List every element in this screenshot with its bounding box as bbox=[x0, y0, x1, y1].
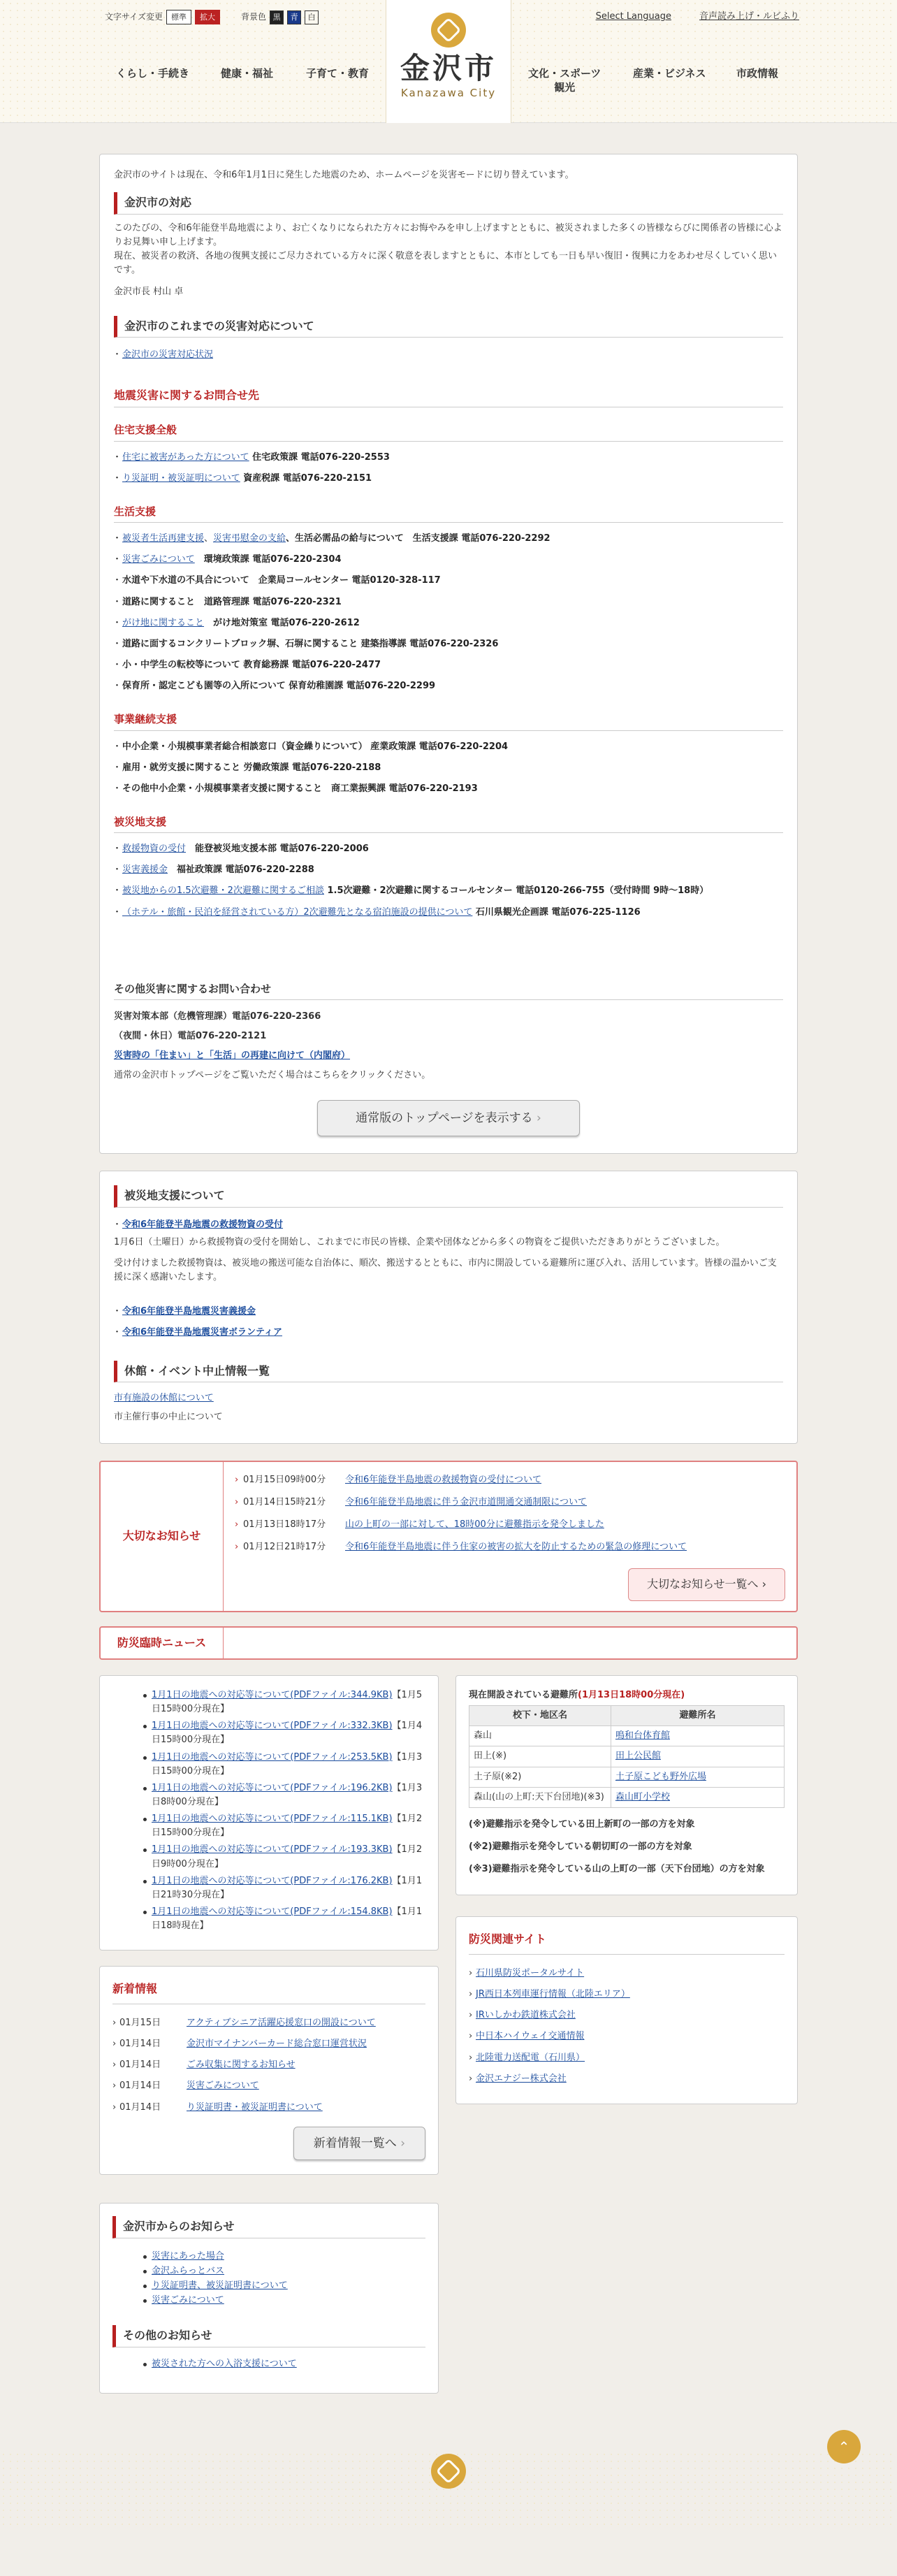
list-item: › 01月15日09時00分 令和6年能登半島地震の救援物資の受付について bbox=[235, 1469, 785, 1491]
contact-link[interactable]: （ホテル・旅館・民泊を経営されている方）2次避難先となる宿泊施設の提供について bbox=[122, 906, 473, 918]
contact-link[interactable]: 被災地からの1.5次避難・2次避難に関するご相談 bbox=[122, 885, 324, 897]
news-link[interactable]: ごみ収集に関するお知らせ bbox=[187, 2060, 296, 2071]
list-item bbox=[114, 345, 783, 366]
nav-childcare[interactable]: 子育て・教育 bbox=[306, 67, 370, 80]
city-notice-link[interactable]: 金沢ふらっとバス bbox=[152, 2266, 225, 2277]
select-language-link[interactable]: Select Language bbox=[595, 11, 671, 22]
list-item: ・ がけ地に関すること がけ地対策室 電話076-220-2612 bbox=[114, 613, 783, 634]
font-size-label: 文字サイズ変更 bbox=[105, 12, 163, 22]
list-item: 1月1日の地震への対応等について(PDFファイル:176.2KB)【1月1日21時30分現在】 bbox=[112, 1874, 425, 1905]
list-item bbox=[114, 1301, 783, 1322]
related-title: 防災関連サイト bbox=[469, 1930, 785, 1955]
nav-citygov[interactable]: 市政情報 bbox=[736, 67, 779, 80]
bg-black-button[interactable]: 黒 bbox=[270, 10, 284, 24]
city-seal-icon bbox=[431, 2454, 466, 2489]
pdf-link[interactable]: 1月1日の地震への対応等について(PDFファイル:196.2KB) bbox=[152, 1782, 393, 1793]
city-notice-link[interactable]: 災害にあった場合 bbox=[152, 2250, 224, 2262]
list-item bbox=[112, 2357, 425, 2372]
important-link[interactable]: 令和6年能登半島地震に伴う金沢市道開通交通制限について bbox=[345, 1496, 588, 1507]
logo-text-jp: 金沢市 bbox=[400, 51, 497, 85]
list-item: 1月1日の地震への対応等について(PDFファイル:332.3KB)【1月4日15時00分現在】 bbox=[112, 1719, 425, 1750]
pdf-link[interactable]: 1月1日の地震への対応等について(PDFファイル:253.5KB) bbox=[152, 1751, 393, 1763]
list-item bbox=[469, 1963, 785, 1984]
city-notice-panel bbox=[99, 2203, 439, 2394]
support-p2: 受け付けました救援物資は、被災地の搬送可能な自治体に、順次、搬送するとともに、市内に開設している避難所に運び入れ、活用しています。皆様の温かいご支援に深く感謝いたします。 bbox=[114, 1258, 777, 1283]
list-item: ・ 災害ごみについて 環境政策課 電話076-220-2304 bbox=[114, 549, 783, 570]
speech-ruby-link[interactable]: 音声読み上げ・ルビふり bbox=[699, 11, 799, 22]
list-item: › 01月13日18時17分 山の上町の一部に対して、18時00分に避難指示を発令しました bbox=[235, 1514, 785, 1536]
shelter-panel bbox=[455, 1675, 798, 1895]
related-link[interactable]: 金沢エナジー株式会社 bbox=[476, 2073, 567, 2084]
shelter-link[interactable]: 田上公民館 bbox=[615, 1751, 661, 1762]
donation-link[interactable]: 令和6年能登半島地震災害義援金 bbox=[122, 1306, 256, 1317]
list-item: › 01月15日 アクティブシニア活躍応援窓口の開設について bbox=[112, 2013, 425, 2034]
contact-link[interactable]: 救援物資の受付 bbox=[122, 844, 187, 855]
table-row: 森山(山の上町:天下台団地)(※3) 森山町小学校 bbox=[469, 1787, 785, 1807]
list-item: 1月1日の地震への対応等について(PDFファイル:154.8KB)【1月1日18時現在】 bbox=[112, 1905, 425, 1936]
contact-link[interactable]: 災害弔慰金の支給 bbox=[213, 533, 286, 544]
pdf-link[interactable]: 1月1日の地震への対応等について(PDFファイル:115.1KB) bbox=[152, 1814, 393, 1825]
list-item: ・ 災害義援金 福祉政策課 電話076-220-2288 bbox=[114, 860, 783, 881]
news-link[interactable]: 金沢市マイナンバーカード総合窓口運営状況 bbox=[187, 2039, 367, 2050]
list-item: 1月1日の地震への対応等について(PDFファイル:115.1KB)【1月2日15時00分現在】 bbox=[112, 1812, 425, 1843]
life-title: 生活支援 bbox=[114, 502, 783, 523]
important-link[interactable]: 令和6年能登半島地震の救援物資の受付について bbox=[345, 1474, 542, 1485]
news-link[interactable]: り災証明書・被災証明書について bbox=[187, 2101, 323, 2113]
accessibility-tools bbox=[105, 10, 319, 24]
list-item: ・ 被災地からの1.5次避難・2次避難に関するご相談 1.5次避難・2次避難に関するコールセンター 電話0120-266-755（受付時間 9時〜18時） bbox=[114, 881, 783, 902]
city-notice-link[interactable]: 災害ごみについて bbox=[152, 2295, 224, 2306]
site-logo[interactable] bbox=[386, 0, 511, 123]
support-p1: 1月6日（土曜日）から救援物資の受付を開始し、これまでに市民の皆様、企業や団体などから多くの物資をご提供いただきありがとうございました。 bbox=[114, 1236, 725, 1247]
victim-support-title: 被災地支援 bbox=[114, 812, 783, 833]
support-panel bbox=[99, 1171, 798, 1444]
news-link[interactable]: アクティブシニア活躍応援窓口の開設について bbox=[187, 2018, 376, 2029]
shelter-table: 校下・地区名 避難所名 森山 鳴和台体育館 田上(※) 田上公民館 土子原(※2) 土子原こども野外広場 森山(山の上町:天下台団地)(※3) 森山町小学校 bbox=[469, 1705, 785, 1808]
related-sites-panel bbox=[455, 1916, 798, 2104]
nav-health[interactable]: 健康・福祉 bbox=[221, 67, 274, 80]
list-item: ・ 道路に面するコンクリートブロック塀、石塀に関すること 建築指導課 電話076-220-2326 bbox=[114, 634, 783, 655]
font-standard-button[interactable]: 標準 bbox=[166, 10, 191, 24]
list-item: 1月1日の地震への対応等について(PDFファイル:253.5KB)【1月3日15時00分現在】 bbox=[112, 1751, 425, 1781]
pdf-link[interactable]: 1月1日の地震への対応等について(PDFファイル:332.3KB) bbox=[152, 1721, 393, 1732]
shelter-note: (※)避難指示を発令している田上新町の一部の方を対象 bbox=[469, 1818, 695, 1830]
cabinet-office-link[interactable]: 災害時の「住まい」と「生活」の再建に向けて（内閣府） bbox=[114, 1050, 351, 1062]
city-notice-title: 金沢市からのお知らせ bbox=[112, 2216, 425, 2238]
closed-text: 市主催行事の中止について bbox=[114, 1411, 223, 1422]
list-item: › 01月12日21時17分 令和6年能登半島地震に伴う住家の被害の拡大を防止するための緊急の修理について bbox=[235, 1536, 785, 1558]
closed-link[interactable]: 市有施設の休館について bbox=[114, 1393, 214, 1404]
list-item bbox=[112, 2279, 425, 2294]
shelter-link[interactable]: 土子原こども野外広場 bbox=[615, 1771, 706, 1782]
list-item: 1月1日の地震への対応等について(PDFファイル:193.3KB)【1月2日9時00分現在】 bbox=[112, 1843, 425, 1874]
list-item: ・ （ホテル・旅館・民泊を経営されている方）2次避難先となる宿泊施設の提供について 石川県観光企画課 電話076-225-1126 bbox=[114, 902, 783, 923]
table-row: 森山 鳴和台体育館 bbox=[469, 1726, 785, 1746]
pdf-link[interactable]: 1月1日の地震への対応等について(PDFファイル:193.3KB) bbox=[152, 1844, 393, 1855]
list-item: 1月1日の地震への対応等について(PDFファイル:196.2KB)【1月3日8時00分現在】 bbox=[112, 1781, 425, 1812]
related-link[interactable]: JR西日本列車運行情報（北陸エリア） bbox=[476, 1989, 630, 2000]
disaster-panel bbox=[99, 154, 798, 1154]
list-item: › 01月14日 ごみ収集に関するお知らせ bbox=[112, 2055, 425, 2076]
response-title: 金沢市の対応 bbox=[114, 192, 783, 215]
important-link[interactable]: 山の上町の一部に対して、18時00分に避難指示を発令しました bbox=[345, 1519, 604, 1530]
list-item: › 01月14日 金沢市マイナンバーカード総合窓口運営状況 bbox=[112, 2034, 425, 2055]
site-header bbox=[0, 0, 897, 123]
list-item: ・ 水道や下水道の不具合について 企業局コールセンター 電話0120-328-117 bbox=[114, 570, 783, 591]
related-link[interactable]: IRいしかわ鉄道株式会社 bbox=[476, 2010, 576, 2021]
history-title: 金沢市のこれまでの災害対応について bbox=[114, 316, 783, 338]
news-title: 新着情報 bbox=[112, 1979, 425, 2004]
list-item: ・ 救援物資の受付 能登被災地支援本部 電話076-220-2006 bbox=[114, 839, 783, 860]
list-item: › 01月14日 り災証明書・被災証明書について bbox=[112, 2097, 425, 2118]
back-to-top-icon[interactable]: ⌃ bbox=[827, 2430, 861, 2463]
contact-link[interactable]: がけ地に関すること bbox=[122, 617, 205, 628]
disaster-mode-notice: 金沢市のサイトは現在、令和6年1月1日に発生した地震のため、ホームページを災害モードに切り替えています。 bbox=[114, 170, 574, 180]
history-link[interactable]: 金沢市の災害対応状況 bbox=[122, 349, 214, 361]
nav-industry[interactable]: 産業・ビジネス bbox=[633, 67, 706, 80]
logo-text-en: Kanazawa City bbox=[400, 87, 497, 100]
city-seal-icon bbox=[431, 13, 466, 48]
bg-blue-button[interactable]: 青 bbox=[287, 10, 301, 24]
list-item bbox=[112, 2264, 425, 2279]
news-list-button[interactable]: 新着情報一覧へ › bbox=[293, 2127, 425, 2160]
contact-title: 地震災害に関するお問合せ先 bbox=[114, 384, 783, 408]
night-phone: （夜間・休日）電話076-220-2121 bbox=[114, 1031, 267, 1042]
closed-title: 休館・イベント中止情報一覧 bbox=[114, 1361, 783, 1383]
nav-living[interactable]: くらし・手続き bbox=[116, 67, 190, 80]
other-contact-title: その他災害に関するお問い合わせ bbox=[114, 979, 783, 1000]
list-item bbox=[469, 2048, 785, 2069]
relief-link[interactable]: 令和6年能登半島地震の救援物資の受付 bbox=[122, 1219, 284, 1230]
pdf-list-panel bbox=[99, 1675, 439, 1951]
pdf-link[interactable]: 1月1日の地震への対応等について(PDFファイル:176.2KB) bbox=[152, 1875, 393, 1886]
normal-top-button[interactable]: 通常版のトップページを表示する › bbox=[317, 1100, 580, 1136]
contact-link[interactable]: 被災者生活再建支援 bbox=[122, 533, 205, 544]
important-notices bbox=[99, 1461, 798, 1612]
hq-phone: 災害対策本部（危機管理課）電話076-220-2366 bbox=[114, 1011, 321, 1022]
contact-link[interactable]: 災害義援金 bbox=[122, 864, 168, 876]
shelter-note: (※3)避難指示を発令している山の上町の一部（天下台団地）の方を対象 bbox=[469, 1864, 765, 1875]
contact-link[interactable]: 災害ごみについて bbox=[122, 554, 195, 565]
table-row: 田上(※) 田上公民館 bbox=[469, 1746, 785, 1767]
list-item: ・ 中小企業・小規模事業者総合相談窓口（資金繰りについて） 産業政策課 電話076-220-2204 bbox=[114, 737, 783, 758]
list-item bbox=[469, 2026, 785, 2047]
list-item: ・ り災証明・被災証明について 資産税課 電話076-220-2151 bbox=[114, 468, 783, 489]
related-link[interactable]: 石川県防災ポータルサイト bbox=[476, 1968, 585, 1979]
related-link[interactable]: 中日本ハイウェイ交通情報 bbox=[476, 2031, 585, 2042]
list-item: ・ 住宅に被害があった方について 住宅政策課 電話076-220-2553 bbox=[114, 447, 783, 468]
nav-culture[interactable]: 文化・スポーツ 観光 bbox=[528, 67, 601, 94]
list-item bbox=[112, 2294, 425, 2308]
response-p2: 現在、被災者の救済、各地の復興支援にご尽力されている方々に深く敬意を表しますとともに、本市としても一日も早い復旧・復興に力をあわせ尽くしていく思いです。 bbox=[114, 251, 778, 276]
list-item bbox=[469, 2069, 785, 2090]
important-label: 大切なお知らせ bbox=[101, 1462, 224, 1611]
list-item bbox=[112, 2250, 425, 2264]
list-item bbox=[469, 2005, 785, 2026]
shelter-link[interactable]: 鳴和台体育館 bbox=[615, 1730, 670, 1742]
important-list-button[interactable]: 大切なお知らせ一覧へ › bbox=[628, 1568, 785, 1601]
response-p1: このたびの、令和6年能登半島地震により、お亡くなりになられた方々にお悔やみを申し上げますとともに、被災されました多くの皆様ならびに関係者の皆様に心よりお見舞い申し上げます。 bbox=[114, 222, 782, 248]
bg-color-label: 背景色 bbox=[241, 12, 267, 22]
housing-title: 住宅支援全般 bbox=[114, 420, 783, 441]
shelter-note: (※2)避難指示を発令している朝切町の一部の方を対象 bbox=[469, 1841, 692, 1852]
related-link[interactable]: 北陸電力送配電（石川県） bbox=[476, 2052, 585, 2063]
table-row: 土子原(※2) 土子原こども野外広場 bbox=[469, 1767, 785, 1787]
city-notice-link[interactable]: り災証明書、被災証明書について bbox=[152, 2280, 288, 2292]
list-item: ・ 道路に関すること 道路管理課 電話076-220-2321 bbox=[114, 592, 783, 613]
list-item: › 01月14日15時21分 令和6年能登半島地震に伴う金沢市道開通交通制限について bbox=[235, 1491, 785, 1514]
pdf-link[interactable]: 1月1日の地震への対応等について(PDFファイル:154.8KB) bbox=[152, 1906, 393, 1917]
list-item: ・ 雇用・就労支援に関すること 労働政策課 電話076-220-2188 bbox=[114, 758, 783, 779]
other-notice-title: その他のお知らせ bbox=[112, 2325, 425, 2347]
pdf-link[interactable]: 1月1日の地震への対応等について(PDFファイル:344.9KB) bbox=[152, 1690, 393, 1700]
other-notice-link[interactable]: 被災された方への入浴支援について bbox=[152, 2359, 297, 2370]
list-item: ・ 保育所・認定こども園等の入所について 保育幼稚園課 電話076-220-2299 bbox=[114, 676, 783, 697]
bousai-news-label: 防災臨時ニュース bbox=[101, 1628, 224, 1658]
font-large-button[interactable]: 拡大 bbox=[195, 10, 220, 24]
list-item: ・ 被災者生活再建支援、災害弔慰金の支給、生活必需品の給与について 生活支援課 電話076-220-2292 bbox=[114, 528, 783, 549]
shelter-title: 現在開設されている避難所(1月13日18時00分現在) bbox=[469, 1690, 685, 1700]
news-link[interactable]: 災害ごみについて bbox=[187, 2081, 259, 2092]
shelter-link[interactable]: 森山町小学校 bbox=[615, 1791, 670, 1802]
volunteer-link[interactable]: 令和6年能登半島地震災害ボランティア bbox=[122, 1327, 283, 1338]
bg-white-button[interactable]: 白 bbox=[305, 10, 319, 24]
list-item: ・ その他中小企業・小規模事業者支援に関すること 商工業振興課 電話076-220-2193 bbox=[114, 779, 783, 799]
important-link[interactable]: 令和6年能登半島地震に伴う住家の被害の拡大を防止するための緊急の修理について bbox=[345, 1542, 687, 1553]
list-item bbox=[469, 1984, 785, 2005]
site-footer bbox=[0, 2438, 897, 2528]
normal-top-note: 通常の金沢市トップページをご覧いただく場合はこちらをクリックください。 bbox=[114, 1070, 431, 1081]
bousai-news-bar bbox=[99, 1626, 798, 1660]
contact-link[interactable]: り災証明・被災証明について bbox=[122, 472, 240, 484]
list-item bbox=[114, 1322, 783, 1343]
list-item bbox=[114, 1215, 783, 1236]
list-item: 1月1日の地震への対応等について(PDFファイル:344.9KB)【1月5日15時00分現在】 bbox=[112, 1688, 425, 1719]
mayor-name: 金沢市長 村山 卓 bbox=[114, 286, 184, 297]
business-title: 事業継続支援 bbox=[114, 709, 783, 730]
list-item: › 01月14日 災害ごみについて bbox=[112, 2076, 425, 2097]
support-title: 被災地支援について bbox=[114, 1185, 783, 1208]
news-panel bbox=[99, 1966, 439, 2175]
list-item: ・ 小・中学生の転校等について 教育総務課 電話076-220-2477 bbox=[114, 655, 783, 676]
contact-link[interactable]: 住宅に被害があった方について bbox=[122, 451, 249, 463]
